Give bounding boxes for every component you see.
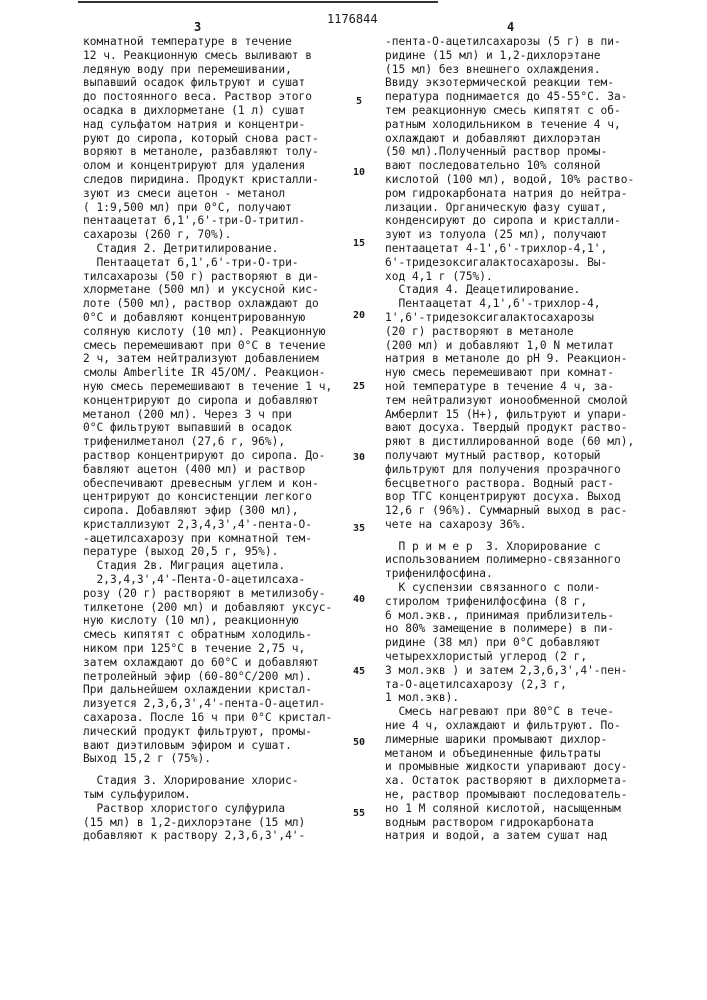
line-number: 10 (348, 167, 370, 178)
text-line: вают досуха. Твердый продукт раство- (385, 421, 634, 435)
text-line: лимерные шарики промывают дихлор- (385, 733, 634, 747)
text-line: тилкетоне (200 мл) и добавляют уксус- (83, 601, 332, 615)
text-line: смолы Amberlite IR 45/OM/. Реакцион- (83, 366, 332, 380)
line-number: 45 (348, 666, 370, 677)
text-line: обеспечивают древесным углем и кон- (83, 477, 332, 491)
text-line: ную смесь перемешивают в течение 1 ч, (83, 380, 332, 394)
text-line: сиропа. Добавляют эфир (300 мл), (83, 504, 332, 518)
text-line: но 80% замещение в полимере) в пи- (385, 622, 634, 636)
text-line: петролейный эфир (60-80°С/200 мл). (83, 670, 332, 684)
text-line: трифенилметанол (27,6 г, 96%), (83, 435, 332, 449)
text-line: Выход 15,2 г (75%). (83, 752, 332, 766)
text-line: 12 ч. Реакционную смесь выливают в (83, 49, 332, 63)
text-line: тем реакционную смесь кипятят с об- (385, 104, 634, 118)
text-line: ридине (38 мл) при 0°С добавляют (385, 636, 634, 650)
text-line: хлорметане (500 мл) и уксусной кис- (83, 283, 332, 297)
text-line: не, раствор промывают последователь- (385, 788, 634, 802)
text-line: -пента-О-ацетилсахарозы (5 г) в пи- (385, 35, 634, 49)
text-line: лический продукт фильтруют, промы- (83, 725, 332, 739)
text-line: вают диэтиловым эфиром и сушат. (83, 739, 332, 753)
text-line: охлаждают и добавляют дихлорэтан (385, 132, 634, 146)
right-page-number: 4 (507, 20, 514, 34)
text-line: 0°С фильтруют выпавший в осадок (83, 421, 332, 435)
text-line: (15 мл) без внешнего охлаждения. (385, 63, 634, 77)
text-line: осадка в дихлорметане (1 л) сушат (83, 104, 332, 118)
line-number: 25 (348, 381, 370, 392)
text-line: смесь кипятят с обратным холодиль- (83, 628, 332, 642)
text-line: ратным холодильником в течение 4 ч, (385, 118, 634, 132)
text-line: 6'-тридезоксигалактосахарозы. Вы- (385, 256, 634, 270)
text-line: ником при 125°С в течение 2,75 ч, (83, 642, 332, 656)
paragraph-gap (83, 766, 332, 774)
text-line: лизуется 2,3,6,3',4'-пента-О-ацетил- (83, 697, 332, 711)
text-line: ную смесь перемешивают при комнат- (385, 366, 634, 380)
text-line: натрия и водой, а затем сушат над (385, 829, 634, 843)
text-line: 1',6'-тридезоксигалактосахарозы (385, 311, 634, 325)
text-line: 2 ч, затем нейтрализуют добавлением (83, 352, 332, 366)
text-line: сахароза. После 16 ч при 0°С кристал- (83, 711, 332, 725)
text-line: ной температуре в течение 4 ч, за- (385, 380, 634, 394)
text-line: бесцветного раствора. Водный раст- (385, 477, 634, 491)
text-line: ряют в дистиллированной воде (60 мл), (385, 435, 634, 449)
text-line: комнатной температуре в течение (83, 35, 332, 49)
text-line: раствор концентрируют до сиропа. До- (83, 449, 332, 463)
text-line: добавляют к раствору 2,3,6,3',4'- (83, 829, 332, 843)
text-line: пература поднимается до 45-55°С. За- (385, 90, 634, 104)
text-line: 2,3,4,3',4'-Пента-О-ацетилсаха- (83, 573, 332, 587)
text-line: смесь перемешивают при 0°С в течение (83, 339, 332, 353)
text-line: получают мутный раствор, который (385, 449, 634, 463)
text-line: лоте (500 мл), раствор охлаждают до (83, 297, 332, 311)
text-line: над сульфатом натрия и концентри- (83, 118, 332, 132)
text-line: Стадия 3. Хлорирование хлорис- (83, 774, 332, 788)
text-line: четыреххлористый углерод (2 г, (385, 650, 634, 664)
text-line: натрия в метаноле до рН 9. Реакцион- (385, 352, 634, 366)
text-line: сахарозы (260 г, 70%). (83, 228, 332, 242)
text-line: соляную кислоту (10 мл). Реакционную (83, 325, 332, 339)
text-line: Смесь нагревают при 80°С в тече- (385, 705, 634, 719)
text-line: вают последовательно 10% соляной (385, 159, 634, 173)
left-text-column (83, 35, 332, 843)
text-line: метаном и объединенные фильтраты (385, 747, 634, 761)
text-line: пентаацетат 4-1',6'-трихлор-4,1', (385, 242, 634, 256)
text-line: водным раствором гидрокарбоната (385, 816, 634, 830)
text-line: П р и м е р 3. Хлорирование с (385, 540, 634, 554)
text-line: Стадия 2. Детритилирование. (83, 242, 332, 256)
top-rule (78, 1, 438, 3)
text-line: бавляют ацетон (400 мл) и раствор (83, 463, 332, 477)
text-line: метанол (200 мл). Через 3 ч при (83, 408, 332, 422)
patent-number: 1176844 (327, 12, 378, 26)
line-number: 30 (348, 452, 370, 463)
text-line: кристаллизуют 2,3,4,3',4'-пента-О- (83, 518, 332, 532)
text-line: выпавший осадок фильтруют и сушат (83, 76, 332, 90)
text-line: использованием полимерно-связанного (385, 553, 634, 567)
text-line: 6 мол.экв., принимая приблизитель- (385, 609, 634, 623)
text-line: 3 мол.экв ) и затем 2,3,6,3',4'-пен- (385, 664, 634, 678)
text-line: тем нейтрализуют ионообменной смолой (385, 394, 634, 408)
text-line: руют до сиропа, который снова раст- (83, 132, 332, 146)
text-line: Ввиду экзотермической реакции тем- (385, 76, 634, 90)
text-line: концентрируют до сиропа и добавляют (83, 394, 332, 408)
text-line: Пентаацетат 6,1',6'-три-О-три- (83, 256, 332, 270)
text-line: следов пиридина. Продукт кристалли- (83, 173, 332, 187)
text-line: (20 г) растворяют в метаноле (385, 325, 634, 339)
right-text-column (385, 35, 634, 843)
text-line: 12,6 г (96%). Суммарный выход в рас- (385, 504, 634, 518)
line-number: 55 (348, 808, 370, 819)
text-line: При дальнейшем охлаждении кристал- (83, 683, 332, 697)
line-number: 5 (348, 96, 370, 107)
text-line: лизации. Органическую фазу сушат, (385, 201, 634, 215)
line-number: 35 (348, 523, 370, 534)
text-line: розу (20 г) растворяют в метилизобу- (83, 587, 332, 601)
text-line: фильтруют для получения прозрачного (385, 463, 634, 477)
text-line: ( 1:9,500 мл) при 0°С, получают (83, 201, 332, 215)
text-line: ную кислоту (10 мл), реакционную (83, 614, 332, 628)
line-number: 40 (348, 594, 370, 605)
text-line: Амберлит 15 (Н+), фильтруют и упари- (385, 408, 634, 422)
text-line: зуют из толуола (25 мл), получают (385, 228, 634, 242)
text-line: трифенилфосфина. (385, 567, 634, 581)
text-line: и промывные жидкости упаривают досу- (385, 760, 634, 774)
text-line: стиролом трифенилфосфина (8 г, (385, 595, 634, 609)
text-line: ха. Остаток растворяют в дихлормета- (385, 774, 634, 788)
text-line: 1 мол.экв). (385, 691, 634, 705)
text-line: ром гидрокарбоната натрия до нейтра- (385, 187, 634, 201)
text-line: олом и концентрируют для удаления (83, 159, 332, 173)
text-line: ние 4 ч, охлаждают и фильтруют. По- (385, 719, 634, 733)
line-number: 15 (348, 238, 370, 249)
text-line: Пентаацетат 4,1',6'-трихлор-4, (385, 297, 634, 311)
text-line: центрируют до консистенции легкого (83, 490, 332, 504)
text-line: Стадия 2в. Миграция ацетила. (83, 559, 332, 573)
line-number: 20 (348, 310, 370, 321)
text-line: (50 мл).Полученный раствор промы- (385, 145, 634, 159)
line-number: 50 (348, 737, 370, 748)
text-line: пентаацетат 6,1',6'-три-О-тритил- (83, 214, 332, 228)
text-line: вор ТГС концентрируют досуха. Выход (385, 490, 634, 504)
left-page-number: 3 (194, 20, 201, 34)
text-line: 0°С и добавляют концентрированную (83, 311, 332, 325)
text-line: та-О-ацетилсахарозу (2,3 г, (385, 678, 634, 692)
text-line: тым сульфурилом. (83, 788, 332, 802)
text-line: ледяную воду при перемешивании, (83, 63, 332, 77)
text-line: тилсахарозы (50 г) растворяют в ди- (83, 270, 332, 284)
text-line: но 1 М соляной кислотой, насыщенным (385, 802, 634, 816)
text-line: Стадия 4. Деацетилирование. (385, 283, 634, 297)
text-line: К суспензии связанного с поли- (385, 581, 634, 595)
text-line: (15 мл) в 1,2-дихлорэтане (15 мл) (83, 816, 332, 830)
text-line: чете на сахарозу 36%. (385, 518, 634, 532)
text-line: ход 4,1 г (75%). (385, 270, 634, 284)
text-line: затем охлаждают до 60°С и добавляют (83, 656, 332, 670)
text-line: ридине (15 мл) и 1,2-дихлорэтане (385, 49, 634, 63)
text-line: -ацетилсахарозу при комнатной тем- (83, 532, 332, 546)
text-line: кислотой (100 мл), водой, 10% раство- (385, 173, 634, 187)
text-line: (200 мл) и добавляют 1,0 N метилат (385, 339, 634, 353)
text-line: пературе (выход 20,5 г, 95%). (83, 545, 332, 559)
text-line: до постоянного веса. Раствор этого (83, 90, 332, 104)
text-line: Раствор хлористого сулфурила (83, 802, 332, 816)
text-line: конденсируют до сиропа и кристалли- (385, 214, 634, 228)
text-line: воряют в метаноле, разбавляют толу- (83, 145, 332, 159)
text-line: зуют из смеси ацетон - метанол (83, 187, 332, 201)
paragraph-gap (385, 532, 634, 540)
